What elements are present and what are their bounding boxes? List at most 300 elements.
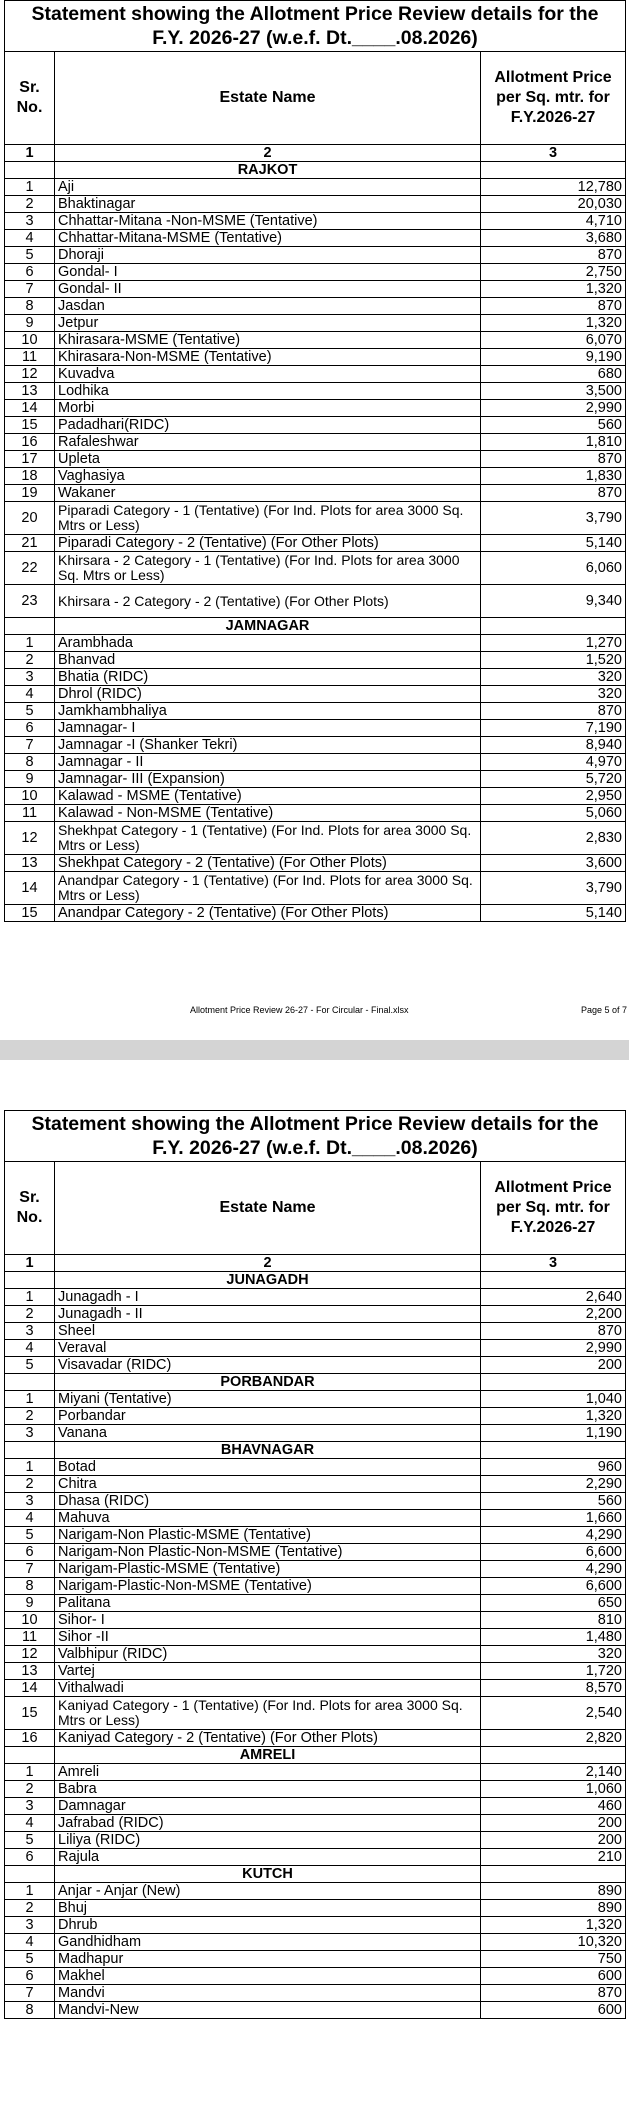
section-spacer [481, 618, 626, 635]
table-row [5, 1815, 626, 1832]
sr-no-cell: 1 [5, 1764, 55, 1781]
table-row [5, 1391, 626, 1408]
price-cell: 20,030 [481, 196, 626, 213]
sr-no-cell: 4 [5, 1934, 55, 1951]
sr-no-cell: 16 [5, 434, 55, 451]
sr-no-cell: 13 [5, 855, 55, 872]
sr-no-cell: 3 [5, 1917, 55, 1934]
estate-name-cell: Sheel [55, 1323, 481, 1340]
price-cell: 560 [481, 1493, 626, 1510]
district-name: JUNAGADH [55, 1272, 481, 1289]
sr-no-cell: 2 [5, 1408, 55, 1425]
sr-no-cell: 22 [5, 552, 55, 585]
estate-name-cell: Wakaner [55, 485, 481, 502]
district-section-header [5, 1442, 626, 1459]
table-row [5, 196, 626, 213]
estate-name-cell: Botad [55, 1459, 481, 1476]
price-cell: 1,190 [481, 1425, 626, 1442]
estate-name-cell: Shekhpat Category - 2 (Tentative) (For Other Plots) [55, 855, 481, 872]
sr-no-cell: 1 [5, 179, 55, 196]
district-section-header [5, 1272, 626, 1289]
sr-no-cell: 15 [5, 905, 55, 922]
price-cell: 4,970 [481, 754, 626, 771]
estate-name-cell: Lodhika [55, 383, 481, 400]
estate-name-cell: Padadhari(RIDC) [55, 417, 481, 434]
table-row [5, 1781, 626, 1798]
table-row [5, 1476, 626, 1493]
sr-no-cell: 19 [5, 485, 55, 502]
estate-name-cell: Chhattar-Mitana -Non-MSME (Tentative) [55, 213, 481, 230]
estate-name-cell: Bhatia (RIDC) [55, 669, 481, 686]
price-cell: 2,990 [481, 400, 626, 417]
sr-no-header: Sr. No. [5, 1162, 55, 1255]
district-name: KUTCH [55, 1866, 481, 1883]
section-spacer [5, 1374, 55, 1391]
district-name: AMRELI [55, 1747, 481, 1764]
price-cell: 650 [481, 1595, 626, 1612]
estate-name-cell: Aji [55, 179, 481, 196]
section-spacer [5, 1272, 55, 1289]
sr-no-cell: 7 [5, 1985, 55, 2002]
table-row [5, 485, 626, 502]
price-table-container [4, 0, 625, 922]
price-cell: 2,140 [481, 1764, 626, 1781]
estate-name-cell: Anandpar Category - 2 (Tentative) (For Other Plots) [55, 905, 481, 922]
price-cell: 1,320 [481, 281, 626, 298]
price-cell: 2,750 [481, 264, 626, 281]
sr-no-cell: 11 [5, 349, 55, 366]
sr-no-cell: 5 [5, 1527, 55, 1544]
table-row [5, 737, 626, 754]
table-row [5, 1340, 626, 1357]
allotment-price-header: Allotment Price per Sq. mtr. for F.Y.2026-27 [481, 1162, 626, 1255]
estate-name-cell: Kaniyad Category - 1 (Tentative) (For Ind. Plots for area 3000 Sq. Mtrs or Less) [55, 1697, 481, 1730]
section-spacer [5, 1866, 55, 1883]
price-cell: 1,830 [481, 468, 626, 485]
section-spacer [481, 1442, 626, 1459]
sr-no-cell: 6 [5, 1544, 55, 1561]
estate-name-cell: Bhaktinagar [55, 196, 481, 213]
table-row [5, 1629, 626, 1646]
table-row [5, 1985, 626, 2002]
estate-name-cell: Bhuj [55, 1900, 481, 1917]
table-row [5, 434, 626, 451]
price-cell: 870 [481, 298, 626, 315]
district-section-header [5, 162, 626, 179]
section-spacer [481, 1272, 626, 1289]
table-row [5, 1612, 626, 1629]
price-cell: 2,540 [481, 1697, 626, 1730]
table-row [5, 1425, 626, 1442]
price-cell: 10,320 [481, 1934, 626, 1951]
sr-no-cell: 1 [5, 1883, 55, 1900]
table-row [5, 1764, 626, 1781]
table-row [5, 1883, 626, 1900]
estate-name-cell: Porbandar [55, 1408, 481, 1425]
title-row [5, 1, 626, 52]
table-row [5, 179, 626, 196]
price-cell: 1,060 [481, 1781, 626, 1798]
estate-name-cell: Khirasara-MSME (Tentative) [55, 332, 481, 349]
estate-name-cell: Sihor -II [55, 1629, 481, 1646]
sr-no-cell: 11 [5, 805, 55, 822]
estate-name-cell: Rajula [55, 1849, 481, 1866]
estate-name-cell: Chitra [55, 1476, 481, 1493]
price-cell: 3,500 [481, 383, 626, 400]
sr-no-cell: 1 [5, 1391, 55, 1408]
table-row [5, 720, 626, 737]
sr-no-cell: 3 [5, 1798, 55, 1815]
sr-no-cell: 2 [5, 652, 55, 669]
table-row [5, 1357, 626, 1374]
sr-no-cell: 1 [5, 635, 55, 652]
table-row [5, 349, 626, 366]
table-row [5, 298, 626, 315]
price-cell: 960 [481, 1459, 626, 1476]
price-cell: 890 [481, 1883, 626, 1900]
price-cell: 1,320 [481, 1408, 626, 1425]
estate-name-cell: Piparadi Category - 1 (Tentative) (For Ind. Plots for area 3000 Sq. Mtrs or Less) [55, 502, 481, 535]
price-cell: 8,940 [481, 737, 626, 754]
table-row [5, 905, 626, 922]
table-row [5, 872, 626, 905]
price-cell: 870 [481, 703, 626, 720]
price-cell: 5,140 [481, 535, 626, 552]
price-cell: 5,720 [481, 771, 626, 788]
table-row [5, 2002, 626, 2019]
estate-name-cell: Anandpar Category - 1 (Tentative) (For Ind. Plots for area 3000 Sq. Mtrs or Less) [55, 872, 481, 905]
price-cell: 1,270 [481, 635, 626, 652]
estate-name-cell: Kalawad - MSME (Tentative) [55, 788, 481, 805]
price-cell: 2,950 [481, 788, 626, 805]
sr-no-header: Sr. No. [5, 52, 55, 145]
price-cell: 600 [481, 2002, 626, 2019]
price-cell: 870 [481, 1323, 626, 1340]
estate-name-cell: Miyani (Tentative) [55, 1391, 481, 1408]
price-cell: 6,600 [481, 1578, 626, 1595]
price-cell: 600 [481, 1968, 626, 1985]
estate-name-cell: Valbhipur (RIDC) [55, 1646, 481, 1663]
price-cell: 2,830 [481, 822, 626, 855]
price-cell: 9,190 [481, 349, 626, 366]
sr-no-cell: 10 [5, 332, 55, 349]
estate-name-cell: Chhattar-Mitana-MSME (Tentative) [55, 230, 481, 247]
estate-name-cell: Vaghasiya [55, 468, 481, 485]
table-row [5, 535, 626, 552]
table-row [5, 1832, 626, 1849]
table-row [5, 635, 626, 652]
price-cell: 6,600 [481, 1544, 626, 1561]
table-row [5, 332, 626, 349]
sr-no-cell: 4 [5, 230, 55, 247]
sr-no-cell: 7 [5, 1561, 55, 1578]
sr-no-cell: 20 [5, 502, 55, 535]
sr-no-cell: 2 [5, 1306, 55, 1323]
table-row [5, 400, 626, 417]
table-row [5, 1527, 626, 1544]
allotment-price-table [4, 1110, 626, 2019]
sr-no-cell: 7 [5, 737, 55, 754]
footer-filename: Allotment Price Review 26-27 - For Circular - Final.xlsx [190, 1005, 409, 1015]
price-cell: 12,780 [481, 179, 626, 196]
table-row [5, 1561, 626, 1578]
estate-name-cell: Narigam-Non Plastic-MSME (Tentative) [55, 1527, 481, 1544]
sr-no-cell: 2 [5, 1900, 55, 1917]
table-row [5, 247, 626, 264]
sr-no-cell: 4 [5, 1815, 55, 1832]
estate-name-cell: Khirsara - 2 Category - 1 (Tentative) (For Ind. Plots for area 3000 Sq. Mtrs or Less) [55, 552, 481, 585]
price-cell: 870 [481, 1985, 626, 2002]
table-row [5, 585, 626, 618]
section-spacer [481, 1866, 626, 1883]
sr-no-cell: 3 [5, 213, 55, 230]
sr-no-cell: 2 [5, 1476, 55, 1493]
price-cell: 2,200 [481, 1306, 626, 1323]
estate-name-header: Estate Name [55, 52, 481, 145]
estate-name-cell: Bhanvad [55, 652, 481, 669]
column-number: 1 [5, 145, 55, 162]
sr-no-cell: 9 [5, 315, 55, 332]
sr-no-cell: 8 [5, 2002, 55, 2019]
price-cell: 5,060 [481, 805, 626, 822]
estate-name-cell: Shekhpat Category - 1 (Tentative) (For Ind. Plots for area 3000 Sq. Mtrs or Less) [55, 822, 481, 855]
table-row [5, 1680, 626, 1697]
table-row [5, 703, 626, 720]
table-row [5, 1900, 626, 1917]
column-number: 2 [55, 145, 481, 162]
sr-no-cell: 10 [5, 788, 55, 805]
sr-no-cell: 7 [5, 281, 55, 298]
estate-name-cell: Jasdan [55, 298, 481, 315]
estate-name-header: Estate Name [55, 1162, 481, 1255]
estate-name-cell: Liliya (RIDC) [55, 1832, 481, 1849]
table-row [5, 1459, 626, 1476]
table-row [5, 1408, 626, 1425]
table-row [5, 1951, 626, 1968]
district-name: BHAVNAGAR [55, 1442, 481, 1459]
document-page-1 [0, 0, 629, 1040]
price-cell: 1,810 [481, 434, 626, 451]
table-row [5, 468, 626, 485]
sr-no-cell: 2 [5, 196, 55, 213]
section-spacer [5, 1442, 55, 1459]
document-page-2 [0, 1060, 629, 2124]
sr-no-cell: 14 [5, 400, 55, 417]
column-header-row [5, 52, 626, 145]
sr-no-cell: 17 [5, 451, 55, 468]
table-row [5, 502, 626, 535]
price-cell: 200 [481, 1815, 626, 1832]
table-row [5, 1663, 626, 1680]
price-cell: 320 [481, 686, 626, 703]
sr-no-cell: 4 [5, 686, 55, 703]
estate-name-cell: Arambhada [55, 635, 481, 652]
price-cell: 1,660 [481, 1510, 626, 1527]
sr-no-cell: 21 [5, 535, 55, 552]
estate-name-cell: Dhrub [55, 1917, 481, 1934]
table-row [5, 669, 626, 686]
district-name: JAMNAGAR [55, 618, 481, 635]
price-cell: 1,480 [481, 1629, 626, 1646]
estate-name-cell: Piparadi Category - 2 (Tentative) (For Other Plots) [55, 535, 481, 552]
sr-no-cell: 5 [5, 1832, 55, 1849]
sr-no-cell: 11 [5, 1629, 55, 1646]
table-row [5, 822, 626, 855]
price-cell: 870 [481, 485, 626, 502]
sr-no-cell: 9 [5, 771, 55, 788]
sr-no-cell: 12 [5, 1646, 55, 1663]
price-cell: 320 [481, 669, 626, 686]
sr-no-cell: 6 [5, 1849, 55, 1866]
footer-page-number: Page 5 of 7 [580, 1005, 627, 1015]
sr-no-cell: 5 [5, 247, 55, 264]
sr-no-cell: 18 [5, 468, 55, 485]
price-cell: 6,070 [481, 332, 626, 349]
price-cell: 4,290 [481, 1527, 626, 1544]
table-row [5, 754, 626, 771]
column-number: 2 [55, 1255, 481, 1272]
title-row [5, 1111, 626, 1162]
estate-name-cell: Madhapur [55, 1951, 481, 1968]
column-number: 3 [481, 145, 626, 162]
table-row [5, 686, 626, 703]
price-cell: 460 [481, 1798, 626, 1815]
sr-no-cell: 5 [5, 1951, 55, 1968]
statement-title: Statement showing the Allotment Price Review details for the F.Y. 2026-27 (w.e.f. Dt.____.08.2026) [5, 1111, 626, 1162]
sr-no-cell: 12 [5, 822, 55, 855]
table-row [5, 1934, 626, 1951]
estate-name-cell: Vanana [55, 1425, 481, 1442]
allotment-price-header: Allotment Price per Sq. mtr. for F.Y.2026-27 [481, 52, 626, 145]
price-cell: 2,640 [481, 1289, 626, 1306]
sr-no-cell: 4 [5, 1340, 55, 1357]
price-cell: 2,820 [481, 1730, 626, 1747]
estate-name-cell: Babra [55, 1781, 481, 1798]
sr-no-cell: 9 [5, 1595, 55, 1612]
table-row [5, 1510, 626, 1527]
price-cell: 1,040 [481, 1391, 626, 1408]
estate-name-cell: Jamnagar -I (Shanker Tekri) [55, 737, 481, 754]
district-section-header [5, 618, 626, 635]
table-row [5, 1544, 626, 1561]
price-cell: 8,570 [481, 1680, 626, 1697]
price-cell: 890 [481, 1900, 626, 1917]
price-cell: 1,320 [481, 1917, 626, 1934]
price-cell: 4,290 [481, 1561, 626, 1578]
price-cell: 3,790 [481, 502, 626, 535]
sr-no-cell: 10 [5, 1612, 55, 1629]
page-footer [0, 1000, 629, 1020]
estate-name-cell: Makhel [55, 1968, 481, 1985]
table-row [5, 1323, 626, 1340]
price-cell: 200 [481, 1357, 626, 1374]
column-number-row [5, 1255, 626, 1272]
table-row [5, 383, 626, 400]
sr-no-cell: 14 [5, 872, 55, 905]
estate-name-cell: Dhrol (RIDC) [55, 686, 481, 703]
estate-name-cell: Damnagar [55, 1798, 481, 1815]
table-row [5, 1493, 626, 1510]
price-cell: 870 [481, 451, 626, 468]
estate-name-cell: Vartej [55, 1663, 481, 1680]
section-spacer [481, 162, 626, 179]
sr-no-cell: 14 [5, 1680, 55, 1697]
table-row [5, 788, 626, 805]
table-row [5, 213, 626, 230]
price-cell: 560 [481, 417, 626, 434]
column-number: 1 [5, 1255, 55, 1272]
table-row [5, 366, 626, 383]
price-cell: 680 [481, 366, 626, 383]
section-spacer [481, 1747, 626, 1764]
estate-name-cell: Rafaleshwar [55, 434, 481, 451]
estate-name-cell: Junagadh - I [55, 1289, 481, 1306]
price-cell: 3,600 [481, 855, 626, 872]
estate-name-cell: Junagadh - II [55, 1306, 481, 1323]
district-section-header [5, 1374, 626, 1391]
district-name: PORBANDAR [55, 1374, 481, 1391]
price-cell: 9,340 [481, 585, 626, 618]
estate-name-cell: Jafrabad (RIDC) [55, 1815, 481, 1832]
sr-no-cell: 4 [5, 1510, 55, 1527]
table-row [5, 652, 626, 669]
table-row [5, 1306, 626, 1323]
statement-title: Statement showing the Allotment Price Review details for the F.Y. 2026-27 (w.e.f. Dt.____.08.2026) [5, 1, 626, 52]
estate-name-cell: Jetpur [55, 315, 481, 332]
sr-no-cell: 13 [5, 383, 55, 400]
estate-name-cell: Kalawad - Non-MSME (Tentative) [55, 805, 481, 822]
table-row [5, 1578, 626, 1595]
table-row [5, 264, 626, 281]
price-cell: 1,320 [481, 315, 626, 332]
sr-no-cell: 5 [5, 703, 55, 720]
section-spacer [481, 1374, 626, 1391]
table-row [5, 1595, 626, 1612]
column-number: 3 [481, 1255, 626, 1272]
estate-name-cell: Mahuva [55, 1510, 481, 1527]
price-cell: 5,140 [481, 905, 626, 922]
table-row [5, 1697, 626, 1730]
estate-name-cell: Sihor- I [55, 1612, 481, 1629]
sr-no-cell: 1 [5, 1289, 55, 1306]
section-spacer [5, 162, 55, 179]
table-row [5, 1968, 626, 1985]
estate-name-cell: Jamnagar- III (Expansion) [55, 771, 481, 788]
estate-name-cell: Morbi [55, 400, 481, 417]
district-section-header [5, 1866, 626, 1883]
price-cell: 6,060 [481, 552, 626, 585]
estate-name-cell: Khirasara-Non-MSME (Tentative) [55, 349, 481, 366]
price-cell: 3,790 [481, 872, 626, 905]
estate-name-cell: Narigam-Plastic-Non-MSME (Tentative) [55, 1578, 481, 1595]
estate-name-cell: Upleta [55, 451, 481, 468]
table-row [5, 230, 626, 247]
sr-no-cell: 5 [5, 1357, 55, 1374]
sr-no-cell: 12 [5, 366, 55, 383]
estate-name-cell: Palitana [55, 1595, 481, 1612]
table-row [5, 1849, 626, 1866]
sr-no-cell: 8 [5, 1578, 55, 1595]
sr-no-cell: 6 [5, 1968, 55, 1985]
estate-name-cell: Gondal- I [55, 264, 481, 281]
price-cell: 320 [481, 1646, 626, 1663]
allotment-price-table [4, 0, 626, 922]
column-number-row [5, 145, 626, 162]
estate-name-cell: Khirsara - 2 Category - 2 (Tentative) (For Other Plots) [55, 585, 481, 618]
price-cell: 3,680 [481, 230, 626, 247]
price-cell: 200 [481, 1832, 626, 1849]
estate-name-cell: Mandvi [55, 1985, 481, 2002]
